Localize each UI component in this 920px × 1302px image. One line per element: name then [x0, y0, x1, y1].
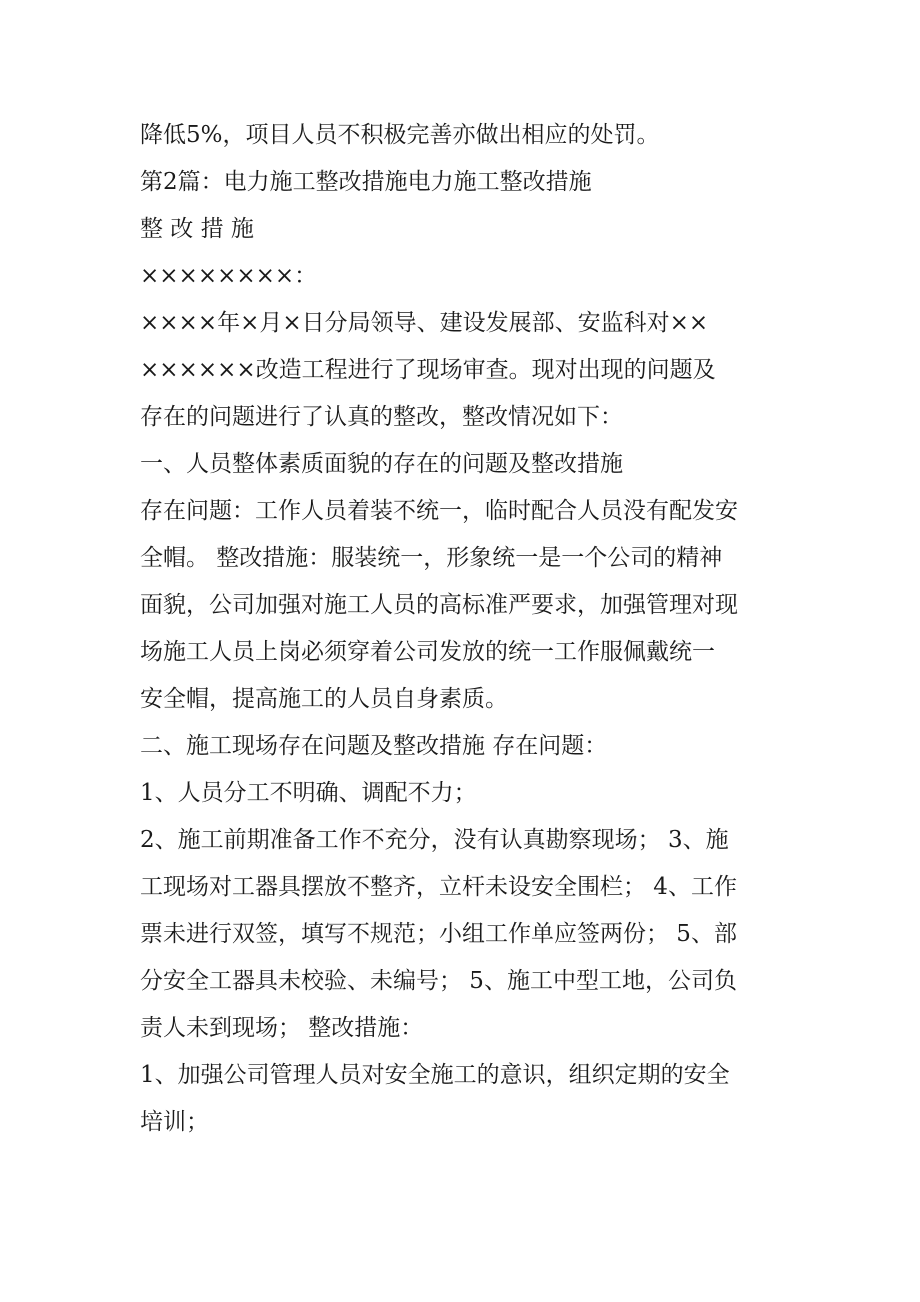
list-item: 1、人员分工不明确、调配不力； — [140, 780, 477, 806]
document-title: 整 改 措 施 — [140, 216, 254, 242]
addressee: ××××××××： — [140, 263, 318, 289]
text-line: 培训； — [140, 1109, 209, 1135]
subheading-1: 一、人员整体素质面貌的存在的问题及整改措施 — [140, 451, 623, 477]
text-line: 面貌，公司加强对施工人员的高标准严要求，加强管理对现 — [140, 592, 738, 618]
text-line: ××××××改造工程进行了现场审查。现对出现的问题及 — [140, 357, 716, 383]
document-body — [140, 112, 785, 1146]
text-line: 责人未到现场； 整改措施： — [140, 1015, 424, 1041]
text-line: 存在问题：工作人员着装不统一，临时配合人员没有配发安 — [140, 498, 738, 524]
text-line: 场施工人员上岗必须穿着公司发放的统一工作服佩戴统一 — [140, 639, 715, 665]
text-line: 工现场对工器具摆放不整齐，立杆未设安全围栏； 4、工作 — [140, 874, 737, 900]
subheading-2: 二、施工现场存在问题及整改措施 存在问题： — [140, 733, 608, 759]
text-line: 存在的问题进行了认真的整改，整改情况如下： — [140, 404, 623, 430]
list-item: 1、加强公司管理人员对安全施工的意识，组织定期的安全 — [140, 1062, 730, 1088]
text-line: 全帽。 整改措施：服装统一，形象统一是一个公司的精神 — [140, 545, 723, 571]
text-line: 分安全工器具未校验、未编号； 5、施工中型工地，公司负 — [140, 968, 737, 994]
text-line: 安全帽，提高施工的人员自身素质。 — [140, 686, 508, 712]
list-item: 2、施工前期准备工作不充分，没有认真勘察现场； 3、施 — [140, 827, 729, 853]
text-line: 降低5%，项目人员不积极完善亦做出相应的处罚。 — [140, 122, 660, 148]
section-heading: 第2篇：电力施工整改措施电力施工整改措施 — [140, 169, 592, 195]
text-line: ××××年×月×日分局领导、建设发展部、安监科对×× — [140, 310, 709, 336]
text-line: 票未进行双签，填写不规范；小组工作单应签两份； 5、部 — [140, 921, 737, 947]
